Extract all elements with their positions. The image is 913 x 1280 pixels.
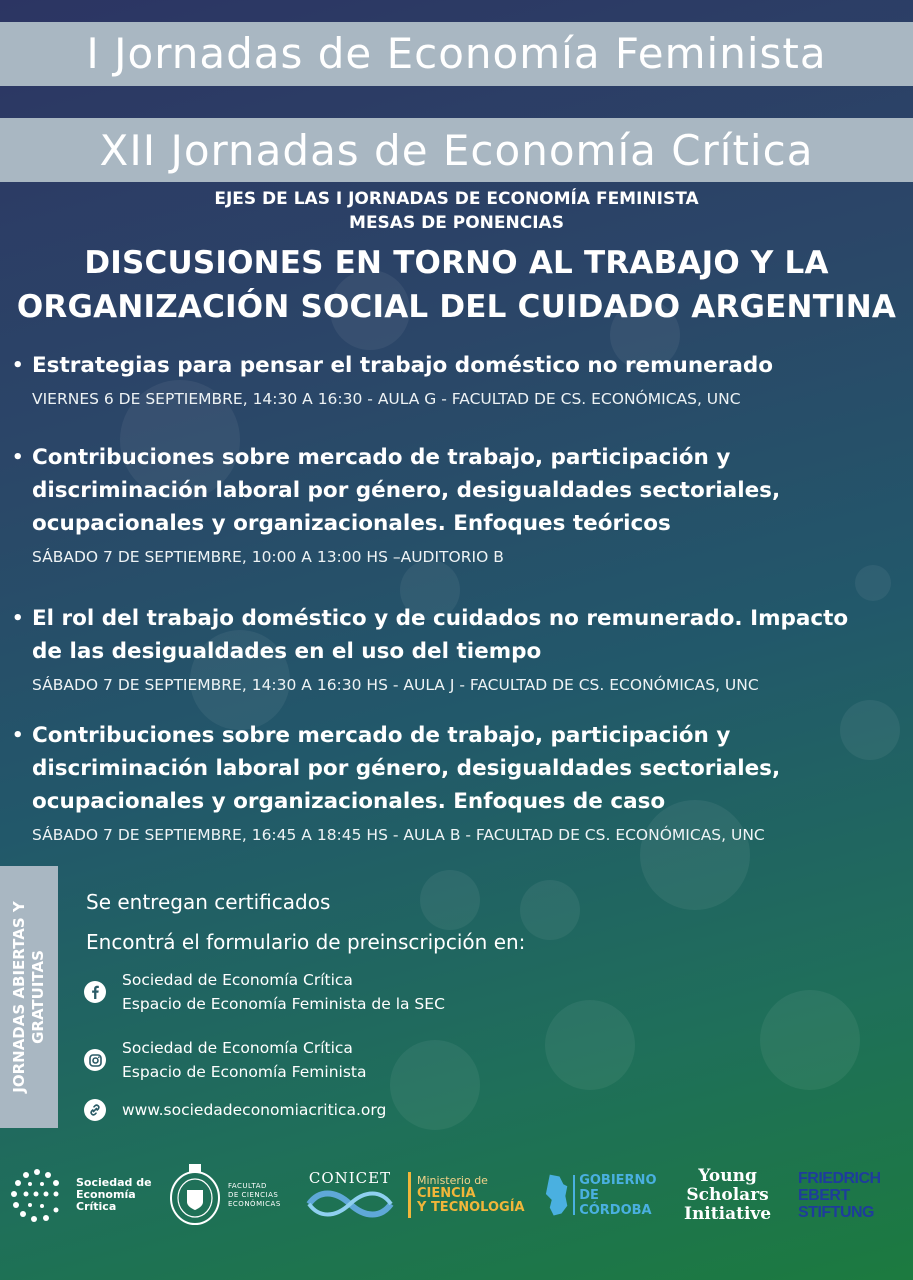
link-icon [84, 1099, 106, 1121]
session-title: El rol del trabajo doméstico y de cuidados no remunerado. Impacto de las desigualdades en el uso del tiempo [32, 606, 849, 664]
session-title: Estrategias para pensar el trabajo doméstico no remunerado [32, 353, 774, 378]
axes-heading: EJES DE LAS I JORNADAS DE ECONOMÍA FEMINISTA [214, 189, 699, 209]
decorative-bubble [545, 1000, 635, 1090]
fce-logo [168, 1155, 298, 1235]
gobierno-logo-text: GOBIERNO DE CÓRDOBA [579, 1172, 657, 1218]
facebook-page-name[interactable]: Sociedad de Economía Crítica [122, 971, 353, 989]
ministerio-logo-caption: Ministerio de [417, 1174, 488, 1187]
session-item [12, 602, 913, 698]
website-link[interactable]: www.sociedadeconomiacritica.org [122, 1101, 387, 1119]
decorative-bubble [520, 880, 580, 940]
fes-logo [798, 1155, 908, 1235]
decorative-bubble [855, 565, 891, 601]
conicet-logo-text: CONICET [308, 1169, 392, 1187]
session-title: Contribuciones sobre mercado de trabajo, participación y discriminación laboral por género, desigualdades sectoriales, ocupacionales y organizacionales. Enfoques teóricos [32, 445, 781, 536]
bullet: • [12, 447, 24, 468]
instagram-contact[interactable] [84, 1036, 366, 1084]
fes-logo-text: FRIEDRICH EBERT STIFTUNG [798, 1169, 881, 1221]
event-subtitle: XII Jornadas de Economía Crítica [99, 126, 814, 175]
session-item [12, 441, 913, 570]
session-schedule: SÁBADO 7 DE SEPTIEMBRE, 14:30 A 16:30 HS - AULA J - FACULTAD DE CS. ECONÓMICAS, UNC [32, 676, 759, 694]
decorative-bubble [420, 870, 480, 930]
decorative-bubble [760, 990, 860, 1090]
facebook-group-name[interactable]: Espacio de Economía Feminista de la SEC [122, 995, 445, 1013]
sec-logo-mark [6, 1164, 68, 1226]
instagram-account-name[interactable]: Sociedad de Economía Crítica [122, 1039, 353, 1057]
headline-line-1: DISCUSIONES EN TORNO AL TRABAJO Y LA [84, 245, 829, 281]
headline-line-2: ORGANIZACIÓN SOCIAL DEL CUIDADO ARGENTINA [16, 289, 897, 325]
session-item [12, 719, 913, 848]
bullet: • [12, 355, 24, 376]
instagram-feminist-account[interactable]: Espacio de Economía Feminista [122, 1063, 367, 1081]
fce-logo-text: FACULTAD DE CIENCIAS ECONÓMICAS [228, 1181, 281, 1208]
panels-heading: MESAS DE PONENCIAS [349, 213, 564, 233]
session-schedule: VIERNES 6 DE SEPTIEMBRE, 14:30 A 16:30 - AULA G - FACULTAD DE CS. ECONÓMICAS, UNC [32, 390, 741, 408]
bullet: • [12, 725, 24, 746]
event-subtitle-banner [0, 118, 913, 182]
session-title: Contribuciones sobre mercado de trabajo, participación y discriminación laboral por género, desigualdades sectoriales, ocupacionales y organizacionales. Enfoques de caso [32, 723, 781, 814]
event-title: I Jornadas de Economía Feminista [86, 29, 827, 78]
ysi-logo [684, 1155, 796, 1235]
facebook-icon [84, 981, 106, 1003]
free-admission-tag [0, 866, 58, 1128]
sec-logo-text: Sociedad de Economía Crítica [76, 1176, 152, 1213]
ministerio-logo-title: CIENCIA Y TECNOLOGÍA [417, 1186, 525, 1215]
conicet-logo [302, 1155, 398, 1235]
ministerio-logo [408, 1155, 540, 1235]
session-schedule: SÁBADO 7 DE SEPTIEMBRE, 10:00 A 13:00 HS –AUDITORIO B [32, 548, 504, 566]
website-contact[interactable] [84, 1098, 386, 1122]
bullet: • [12, 608, 24, 629]
registration-form-note: Encontrá el formulario de preinscripción en: [86, 930, 526, 954]
cordoba-map-icon [542, 1172, 569, 1218]
ysi-logo-text: Young Scholars Initiative [684, 1165, 772, 1224]
instagram-icon [84, 1049, 106, 1071]
gobierno-divider [573, 1175, 575, 1215]
gobierno-logo [542, 1155, 678, 1235]
session-schedule: SÁBADO 7 DE SEPTIEMBRE, 16:45 A 18:45 HS - AULA B - FACULTAD DE CS. ECONÓMICAS, UNC [32, 826, 765, 844]
session-item [12, 349, 913, 412]
conicet-wave-icon [305, 1187, 395, 1221]
facebook-contact[interactable] [84, 968, 445, 1016]
free-admission-text: JORNADAS ABIERTAS Y GRATUITAS [10, 901, 47, 1093]
sec-logo [6, 1155, 166, 1235]
decorative-bubble [390, 1040, 480, 1130]
sponsor-logos [0, 1155, 913, 1235]
fce-crest-icon [168, 1162, 222, 1228]
certificates-note: Se entregan certificados [86, 890, 331, 914]
ministerio-accent-bar [408, 1172, 411, 1218]
event-title-banner [0, 22, 913, 86]
